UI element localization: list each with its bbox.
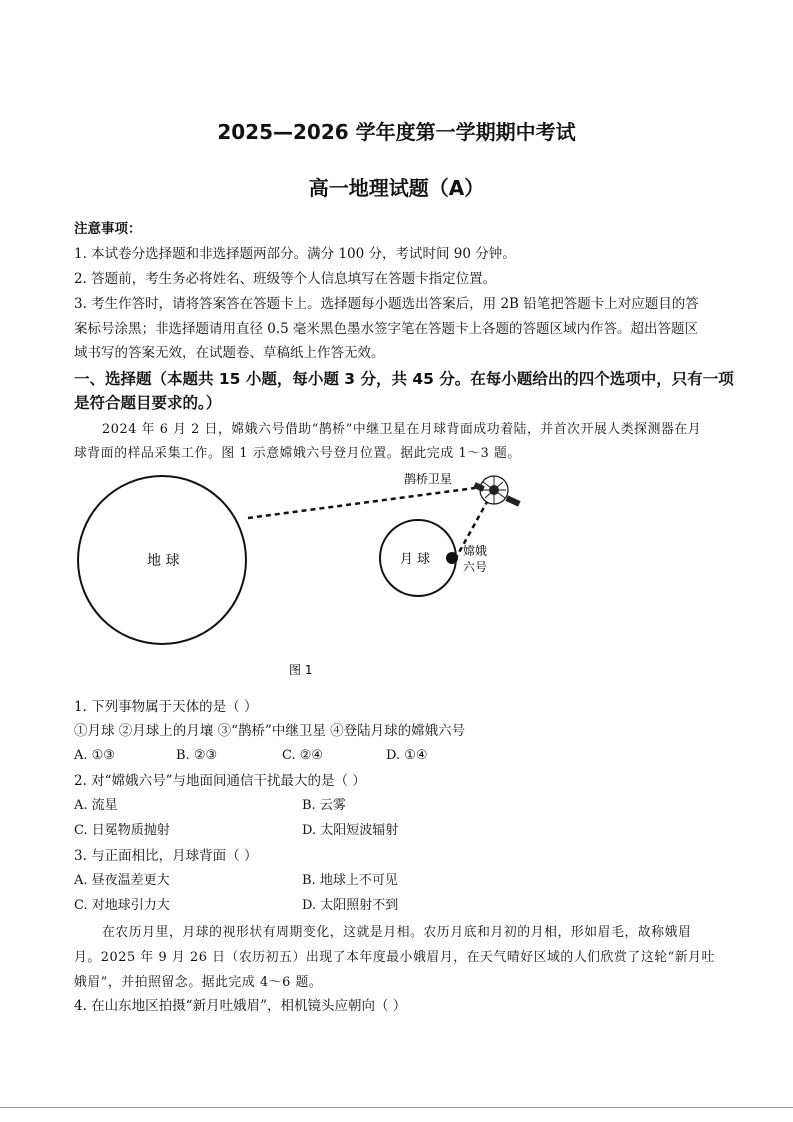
notice-item-1: 1. 本试卷分选择题和非选择题两部分。满分 100 分，考试时间 90 分钟。 bbox=[74, 246, 516, 262]
q1-option-d[interactable]: D. ①④ bbox=[386, 748, 428, 763]
notice-item-3-cont: 案标号涂黑；非选择题请用直径 0.5 毫米黑色墨水签字笔在答题卡上各题的答题区域内作答。超出答题区 bbox=[74, 321, 699, 337]
passage1-line1: 2024 年 6 月 2 日，嫦娥六号借助“鹊桥”中继卫星在月球背面成功着陆，并首次开展人类探测器在月 bbox=[102, 422, 702, 437]
earth-satellite-link bbox=[248, 488, 475, 518]
satellite-label: 鹊桥卫星 bbox=[404, 472, 453, 486]
exam-title: 2025—2026 学年度第一学期期中考试 bbox=[217, 120, 576, 144]
q1-option-b[interactable]: B. ②③ bbox=[176, 748, 218, 763]
q1-option-a[interactable]: A. ①③ bbox=[74, 748, 115, 763]
q3-option-d[interactable]: D. 太阳照射不到 bbox=[302, 898, 399, 913]
probe-label-2: 六号 bbox=[463, 560, 488, 574]
q2-option-d[interactable]: D. 太阳短波辐射 bbox=[302, 823, 399, 838]
passage1-line2: 球背面的样品采集工作。图 1 示意嫦娥六号登月位置。据此完成 1～3 题。 bbox=[74, 446, 521, 461]
notice-item-2: 2. 答题前，考生务必将姓名、班级等个人信息填写在答题卡指定位置。 bbox=[74, 271, 497, 287]
q3-stem: 3. 与正面相比，月球背面（ ） bbox=[74, 848, 258, 864]
exam-subtitle: 高一地理试题（A） bbox=[308, 176, 485, 200]
q3-option-a[interactable]: A. 昼夜温差更大 bbox=[74, 873, 170, 888]
q4-stem: 4. 在山东地区拍摄“新月吐娥眉”，相机镜头应朝向（ ） bbox=[74, 998, 407, 1014]
notice-heading: 注意事项： bbox=[74, 221, 142, 237]
q2-option-a[interactable]: A. 流星 bbox=[74, 798, 118, 813]
page-bottom-rule bbox=[0, 1107, 793, 1108]
q2-stem: 2. 对“嫦娥六号”与地面间通信干扰最大的是（ ） bbox=[74, 773, 366, 789]
q3-option-b[interactable]: B. 地球上不可见 bbox=[302, 873, 398, 888]
passage2-line2: 月。2025 年 9 月 26 日（农历初五）出现了本年度最小娥眉月，在天气晴好区域的人们欣赏了这轮“新月吐 bbox=[74, 950, 715, 965]
q1-stem: 1. 下列事物属于天体的是（ ） bbox=[74, 699, 258, 715]
moon-label: 月 球 bbox=[400, 552, 431, 567]
q1-items: ①月球 ②月球上的月壤 ③“鹊桥”中继卫星 ④登陆月球的嫦娥六号 bbox=[74, 723, 466, 739]
q3-option-c[interactable]: C. 对地球引力大 bbox=[74, 898, 170, 913]
q1-option-c[interactable]: C. ②④ bbox=[282, 748, 324, 763]
section-heading-line1: 一、选择题（本题共 15 小题，每小题 3 分，共 45 分。在每小题给出的四个选项中，只有一项 bbox=[74, 370, 734, 388]
earth-label: 地 球 bbox=[147, 553, 180, 569]
change6-probe-dot bbox=[446, 552, 458, 564]
probe-label-1: 嫦娥 bbox=[463, 544, 488, 558]
passage2-line3: 娥眉”，并拍照留念。据此完成 4～6 题。 bbox=[74, 975, 323, 990]
figure-caption: 图 1 bbox=[289, 663, 313, 677]
passage2-line1: 在农历月里，月球的视形状有周期变化，这就是月相。农历月底和月初的月相，形如眉毛，故称娥眉 bbox=[102, 925, 692, 940]
notice-item-3-cont2: 域书写的答案无效，在试题卷、草稿纸上作答无效。 bbox=[74, 345, 385, 361]
queqiao-satellite-icon bbox=[473, 476, 520, 507]
q2-option-c[interactable]: C. 日冕物质抛射 bbox=[74, 823, 170, 838]
q2-option-b[interactable]: B. 云雾 bbox=[302, 798, 346, 813]
section-heading-line2: 是符合题目要求的。） bbox=[74, 394, 222, 412]
notice-item-3: 3. 考生作答时，请将答案答在答题卡上。选择题每小题选出答案后，用 2B 铅笔把答题卡上对应题目的答 bbox=[74, 296, 699, 312]
figure-1 bbox=[0, 460, 793, 690]
